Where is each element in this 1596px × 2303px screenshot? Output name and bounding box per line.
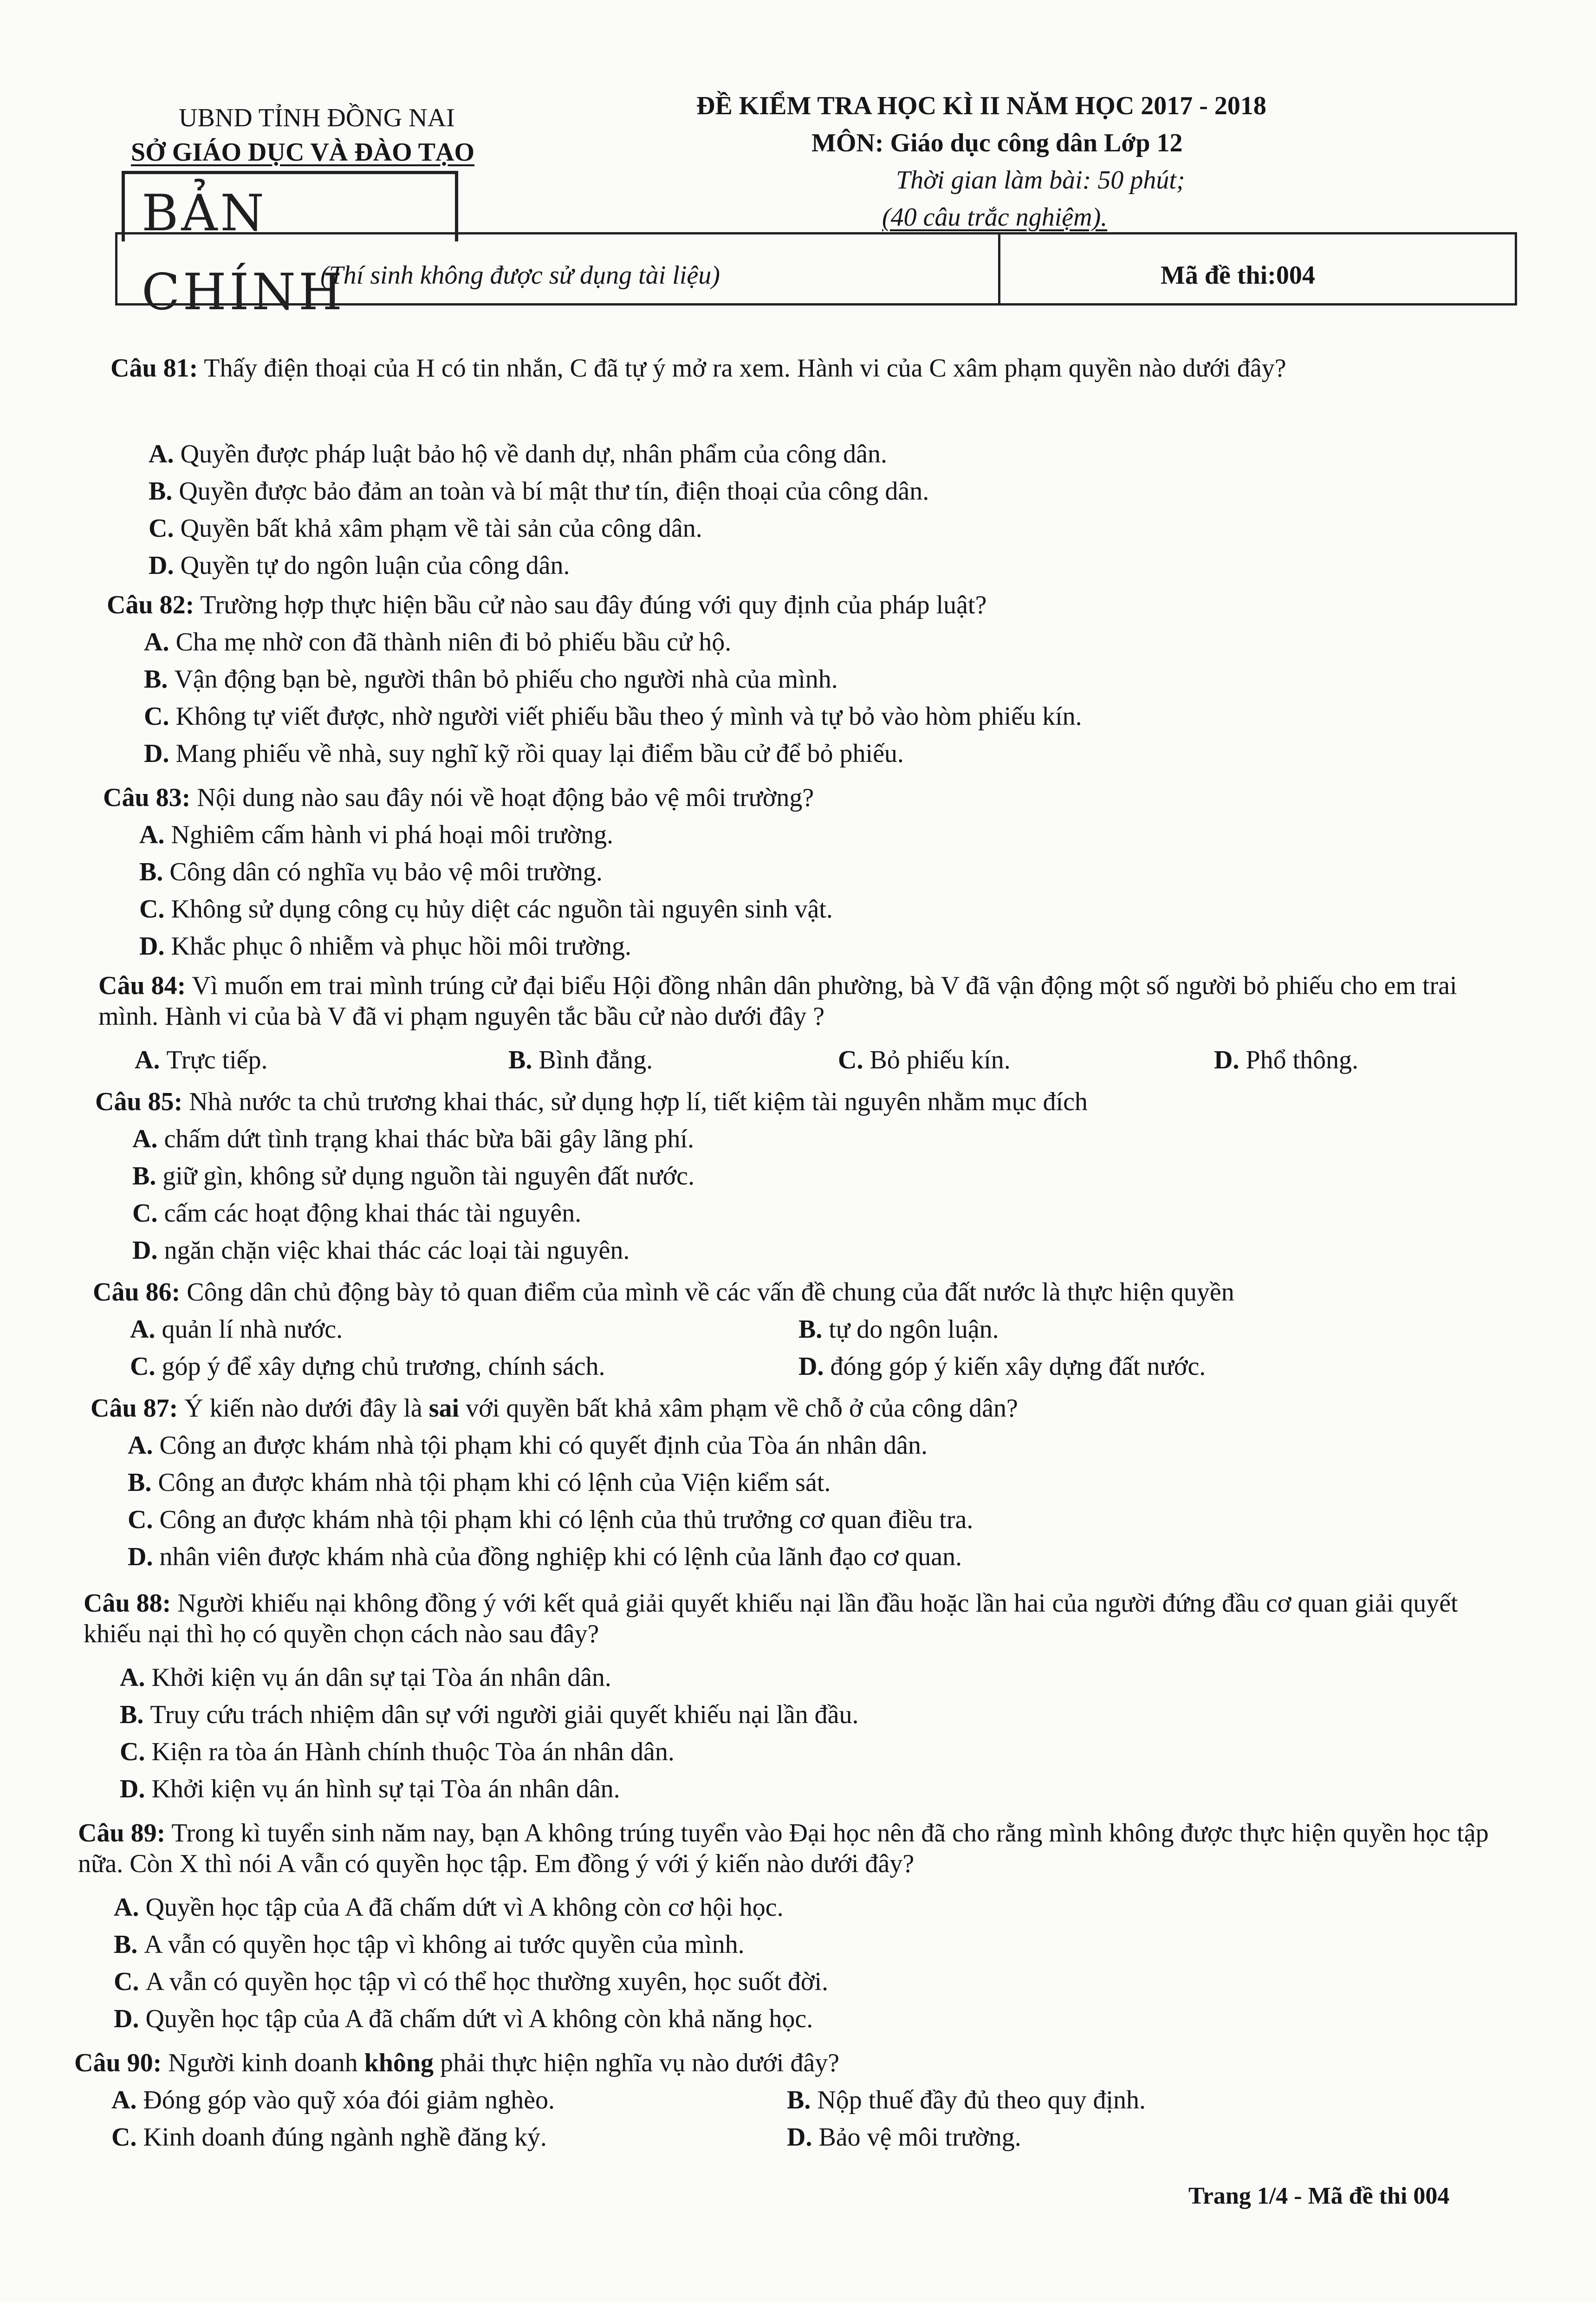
q90-option-b: B. Nộp thuế đầy đủ theo quy định. <box>787 2086 1146 2114</box>
dept-line1: UBND TỈNH ĐỒNG NAI <box>179 104 455 132</box>
q88-option-b: B. Truy cứu trách nhiệm dân sự với người giải quyết khiếu nại lần đầu. <box>120 1700 859 1729</box>
question-86: Câu 86: Công dân chủ động bày tỏ quan điểm của mình về các vấn đề chung của đất nước là thực hiện quyền <box>93 1278 1234 1307</box>
q83-option-d: D. Khắc phục ô nhiễm và phục hồi môi trường. <box>139 932 631 961</box>
question-85: Câu 85: Nhà nước ta chủ trương khai thác, sử dụng hợp lí, tiết kiệm tài nguyên nhằm mục đích <box>95 1087 1088 1116</box>
q88-option-a: A. Khởi kiện vụ án dân sự tại Tòa án nhân dân. <box>120 1663 611 1692</box>
q81-option-a: A. Quyền được pháp luật bảo hộ về danh dự, nhân phẩm của công dân. <box>149 440 888 468</box>
page-footer: Trang 1/4 - Mã đề thi 004 <box>1188 2183 1450 2209</box>
q82-option-b: B. Vận động bạn bè, người thân bỏ phiếu cho người nhà của mình. <box>144 665 838 694</box>
q81-option-b: B. Quyền được bảo đảm an toàn và bí mật thư tín, điện thoại của công dân. <box>149 477 929 506</box>
q84-option-b: B. Bình đẳng. <box>508 1046 653 1074</box>
q90-option-d: D. Bảo vệ môi trường. <box>787 2123 1021 2152</box>
question-84: Câu 84: Vì muốn em trai mình trúng cử đại biểu Hội đồng nhân dân phường, bà V đã vận động một số người bỏ phiếu cho em trai mình. Hành vi của bà V đã vi phạm nguyên tắc bầu cử nào dưới đây ? <box>98 971 1457 1031</box>
q86-option-c: C. góp ý để xây dựng chủ trương, chính sách. <box>130 1352 605 1381</box>
q85-option-c: C. cấm các hoạt động khai thác tài nguyên. <box>132 1199 582 1228</box>
exam-code: Mã đề thi:004 <box>1161 261 1315 290</box>
q81-option-d: D. Quyền tự do ngôn luận của công dân. <box>149 551 570 580</box>
q86-option-b: B. tự do ngôn luận. <box>798 1315 999 1344</box>
q85-option-d: D. ngăn chặn việc khai thác các loại tài nguyên. <box>132 1236 630 1265</box>
q88-option-d: D. Khởi kiện vụ án hình sự tại Tòa án nhân dân. <box>120 1775 620 1803</box>
q90-option-c: C. Kinh doanh đúng ngành nghề đăng ký. <box>111 2123 547 2152</box>
question-87: Câu 87: Ý kiến nào dưới đây là sai với quyền bất khả xâm phạm về chỗ ở của công dân? <box>91 1394 1018 1423</box>
q82-option-c: C. Không tự viết được, nhờ người viết phiếu bầu theo ý mình và tự bỏ vào hòm phiếu kín. <box>144 702 1082 731</box>
q89-option-d: D. Quyền học tập của A đã chấm dứt vì A không còn khả năng học. <box>114 2004 813 2033</box>
q90-option-a: A. Đóng góp vào quỹ xóa đói giảm nghèo. <box>111 2086 555 2114</box>
q84-option-c: C. Bỏ phiếu kín. <box>838 1046 1011 1074</box>
q87-option-c: C. Công an được khám nhà tội phạm khi có lệnh của thủ trưởng cơ quan điều tra. <box>128 1505 973 1534</box>
info-box-divider <box>998 232 1000 306</box>
dept-line2: SỞ GIÁO DỤC VÀ ĐÀO TẠO <box>131 138 475 167</box>
question-88: Câu 88: Người khiếu nại không đồng ý với kết quả giải quyết khiếu nại lần đầu hoặc lần hai của người đứng đầu cơ quan giải quyết khiếu nại thì họ có quyền chọn cách nào sau đây? <box>84 1589 1458 1649</box>
q83-option-b: B. Công dân có nghĩa vụ bảo vệ môi trường. <box>139 858 603 886</box>
q89-option-b: B. A vẫn có quyền học tập vì không ai tước quyền của mình. <box>114 1930 745 1959</box>
q87-option-a: A. Công an được khám nhà tội phạm khi có quyết định của Tòa án nhân dân. <box>128 1431 928 1460</box>
q87-option-b: B. Công an được khám nhà tội phạm khi có lệnh của Viện kiểm sát. <box>128 1468 831 1497</box>
q84-option-d: D. Phổ thông. <box>1214 1046 1359 1074</box>
question-83: Câu 83: Nội dung nào sau đây nói về hoạt động bảo vệ môi trường? <box>103 783 814 812</box>
q89-option-a: A. Quyền học tập của A đã chấm dứt vì A không còn cơ hội học. <box>114 1893 784 1922</box>
q86-option-d: D. đóng góp ý kiến xây dựng đất nước. <box>798 1352 1206 1381</box>
exam-time: Thời gian làm bài: 50 phút; <box>896 166 1185 195</box>
q83-option-a: A. Nghiêm cấm hành vi phá hoại môi trường. <box>139 820 614 849</box>
exam-count: (40 câu trắc nghiệm). <box>882 203 1108 232</box>
original-stamp: BẢN CHÍNH <box>122 171 458 241</box>
question-89: Câu 89: Trong kì tuyển sinh năm nay, bạn A không trúng tuyển vào Đại học nên đã cho rằng mình không được thực hiện quyền học tập nữa. Còn X thì nói A vẫn có quyền học tập. Em đồng ý với ý kiến nào dưới đây? <box>78 1819 1489 1879</box>
q81-option-c: C. Quyền bất khả xâm phạm về tài sản của công dân. <box>149 514 702 543</box>
q85-option-b: B. giữ gìn, không sử dụng nguồn tài nguyên đất nước. <box>132 1162 695 1191</box>
q84-option-a: A. Trực tiếp. <box>135 1046 268 1074</box>
question-81: Câu 81: Thấy điện thoại của H có tin nhắn, C đã tự ý mở ra xem. Hành vi của C xâm phạm quyền nào dưới đây? <box>110 354 1286 383</box>
q83-option-c: C. Không sử dụng công cụ hủy diệt các nguồn tài nguyên sinh vật. <box>139 895 833 924</box>
q88-option-c: C. Kiện ra tòa án Hành chính thuộc Tòa án nhân dân. <box>120 1737 675 1766</box>
q86-option-a: A. quản lí nhà nước. <box>130 1315 343 1344</box>
question-82: Câu 82: Trường hợp thực hiện bầu cử nào sau đây đúng với quy định của pháp luật? <box>107 591 987 619</box>
q82-option-d: D. Mang phiếu về nhà, suy nghĩ kỹ rồi quay lại điểm bầu cử để bỏ phiếu. <box>144 739 904 768</box>
exam-note: (Thí sinh không được sử dụng tài liệu) <box>320 261 720 290</box>
q87-option-d: D. nhân viên được khám nhà của đồng nghiệp khi có lệnh của lãnh đạo cơ quan. <box>128 1542 962 1571</box>
exam-subject: MÔN: Giáo dục công dân Lớp 12 <box>811 129 1183 157</box>
q82-option-a: A. Cha mẹ nhờ con đã thành niên đi bỏ phiếu bầu cử hộ. <box>144 628 732 657</box>
q89-option-c: C. A vẫn có quyền học tập vì có thể học thường xuyên, học suốt đời. <box>114 1967 829 1996</box>
q85-option-a: A. chấm dứt tình trạng khai thác bừa bãi gây lãng phí. <box>132 1125 694 1153</box>
question-90: Câu 90: Người kinh doanh không phải thực hiện nghĩa vụ nào dưới đây? <box>74 2049 840 2077</box>
exam-title: ĐỀ KIỂM TRA HỌC KÌ II NĂM HỌC 2017 - 2018 <box>696 91 1266 120</box>
